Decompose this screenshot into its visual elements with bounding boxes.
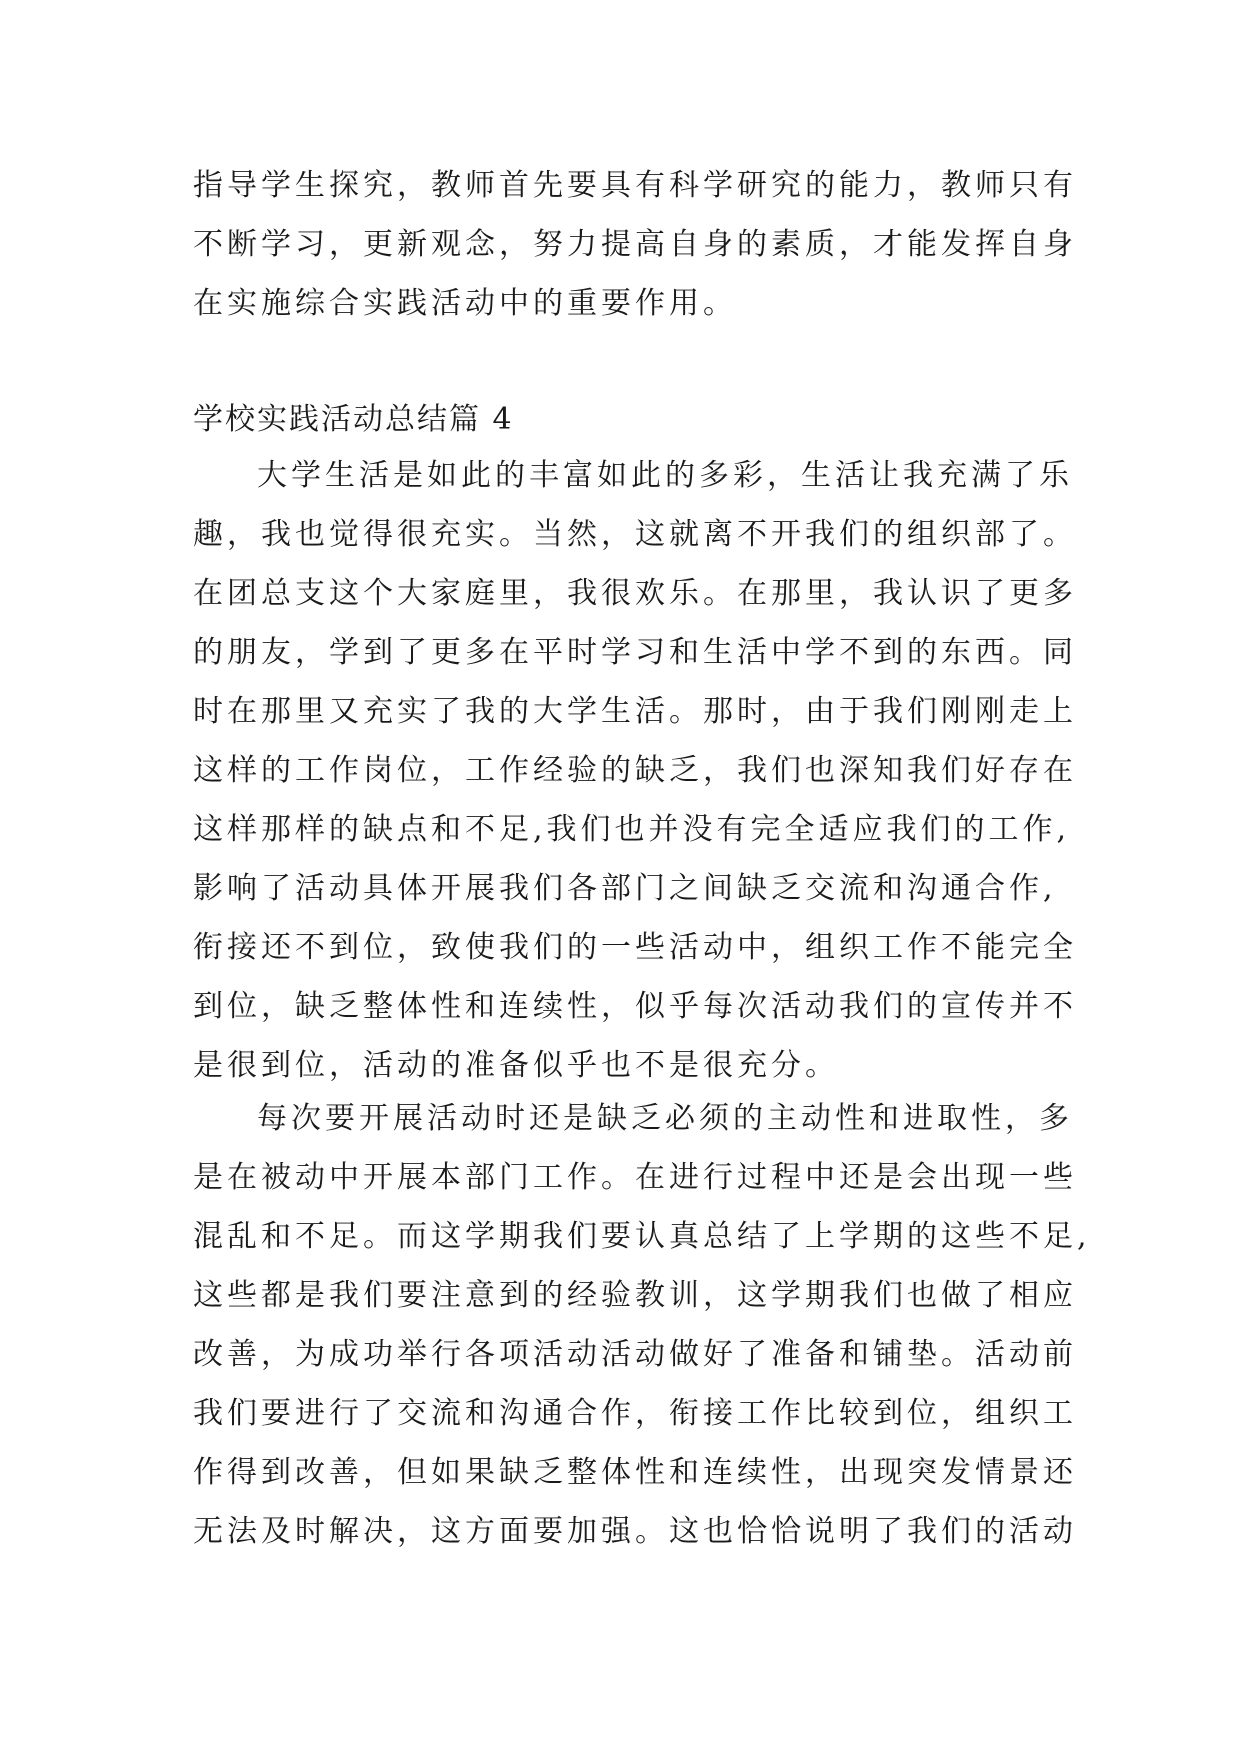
text-line: 我们要进行了交流和沟通合作，衔接工作比较到位，组织工 — [193, 1396, 1077, 1431]
text-line: 这些都是我们要注意到的经验教训，这学期我们也做了相应 — [193, 1278, 1077, 1313]
text-line: 衔接还不到位，致使我们的一些活动中，组织工作不能完全 — [193, 930, 1077, 965]
text-line: 这样的工作岗位，工作经验的缺乏，我们也深知我们好存在 — [193, 753, 1077, 788]
section-heading: 学校实践活动总结篇 4 — [193, 402, 514, 437]
text-line: 影响了活动具体开展我们各部门之间缺乏交流和沟通合作, — [193, 871, 1057, 906]
text-line: 大学生活是如此的丰富如此的多彩，生活让我充满了乐 — [257, 458, 1073, 493]
text-line: 不断学习，更新观念，努力提高自身的素质，才能发挥自身 — [193, 227, 1077, 262]
text-line: 在实施综合实践活动中的重要作用。 — [193, 286, 737, 321]
text-line: 作得到改善，但如果缺乏整体性和连续性，出现突发情景还 — [193, 1455, 1077, 1490]
text-line: 是很到位，活动的准备似乎也不是很充分。 — [193, 1048, 839, 1083]
text-line: 混乱和不足。而这学期我们要认真总结了上学期的这些不足, — [193, 1219, 1091, 1254]
text-line: 指导学生探究，教师首先要具有科学研究的能力，教师只有 — [193, 168, 1077, 203]
paragraph-1 — [193, 446, 1077, 1095]
text-line: 是在被动中开展本部门工作。在进行过程中还是会出现一些 — [193, 1160, 1077, 1195]
text-line: 的朋友，学到了更多在平时学习和生活中学不到的东西。同 — [193, 635, 1077, 670]
text-line: 在团总支这个大家庭里，我很欢乐。在那里，我认识了更多 — [193, 576, 1077, 611]
text-line: 改善，为成功举行各项活动活动做好了准备和铺垫。活动前 — [193, 1337, 1077, 1372]
text-line: 到位，缺乏整体性和连续性，似乎每次活动我们的宣传并不 — [193, 989, 1077, 1024]
intro-paragraph — [193, 156, 1077, 333]
text-line: 无法及时解决，这方面要加强。这也恰恰说明了我们的活动 — [193, 1514, 1077, 1549]
paragraph-2 — [193, 1089, 1091, 1561]
text-line: 每次要开展活动时还是缺乏必须的主动性和进取性，多 — [257, 1101, 1073, 1136]
text-line: 趣，我也觉得很充实。当然，这就离不开我们的组织部了。 — [193, 517, 1077, 552]
text-line: 时在那里又充实了我的大学生活。那时，由于我们刚刚走上 — [193, 694, 1077, 729]
text-line: 这样那样的缺点和不足,我们也并没有完全适应我们的工作, — [193, 812, 1071, 847]
